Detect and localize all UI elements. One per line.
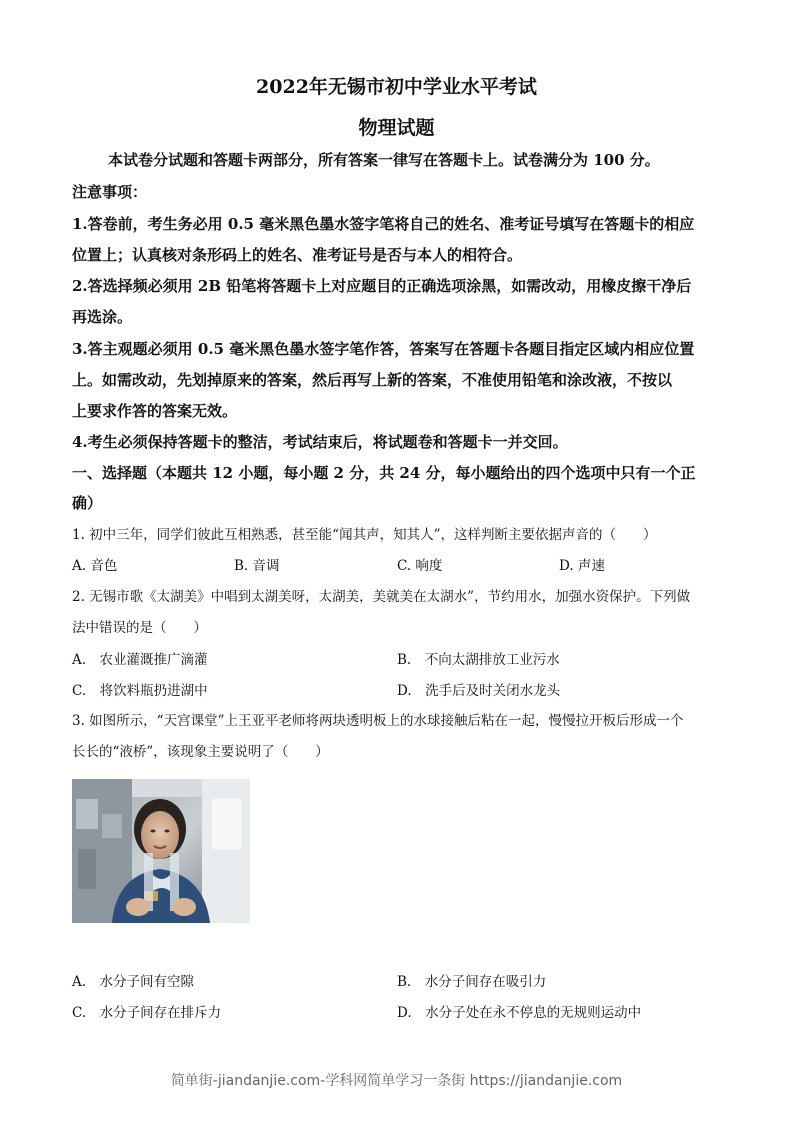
notice-line: 2.答选择频必须用 2B 铅笔将答题卡上对应题目的正确选项涂黑，如需改动，用橡皮擦干净后 <box>72 277 692 295</box>
question-1-text: 1. 初中三年，同学们彼此互相熟悉，甚至能“闻其声，知其人”，这样判断主要依据声音的（ ） <box>72 527 657 543</box>
notice-heading: 注意事项： <box>72 183 148 201</box>
notice-line: 4.考生必须保持答题卡的整洁，考试结束后，将试题卷和答题卡一并交回。 <box>72 433 568 451</box>
q2-option-a: A. 农业灌溉推广滴灌 <box>72 652 208 668</box>
notice-line: 3.答主观题必须用 0.5 毫米黑色墨水签字笔作答，答案写在答题卡各题目指定区域内相应位置 <box>72 340 695 358</box>
question-3-photo <box>72 779 250 923</box>
question-2-text: 2. 无锡市歌《太湖美》中唱到太湖美呀，太湖美，美就美在太湖水”，节约用水，加强水资保护。下列做 <box>72 589 691 605</box>
question-2-text-cont: 法中错误的是（ ） <box>72 620 207 636</box>
notice-line: 位置上；认真核对条形码上的姓名、准考证号是否与本人的相符合。 <box>72 246 523 264</box>
q2-option-d: D. 洗手后及时关闭水龙头 <box>397 683 561 699</box>
q2-option-b: B. 不向太湖排放工业污水 <box>397 652 560 668</box>
intro-text: 本试卷分试题和答题卡两部分，所有答案一律写在答题卡上。试卷满分为 100 分。 <box>108 151 660 169</box>
q3-option-a: A. 水分子间有空隙 <box>72 974 195 990</box>
q3-option-b: B. 水分子间存在吸引力 <box>397 974 547 990</box>
notice-line: 再选涂。 <box>72 308 133 326</box>
section-heading-cont: 确） <box>72 494 103 512</box>
notice-line: 上要求作答的答案无效。 <box>72 402 238 420</box>
section-heading: 一、选择题（本题共 12 小题，每小题 2 分，共 24 分，每小题给出的四个选项中只有一个正 <box>72 464 696 482</box>
notice-line: 1.答卷前，考生务必用 0.5 毫米黑色墨水签字笔将自己的姓名、准考证号填写在答题卡的相应 <box>72 215 695 233</box>
footer-watermark: 简单街-jiandanjie.com-学科网简单学习一条街 https://jiandanjie.com <box>170 1073 623 1089</box>
q1-option-b: B. 音调 <box>234 558 280 574</box>
q3-option-d: D. 水分子处在永不停息的无规则运动中 <box>397 1005 642 1021</box>
exam-subtitle: 物理试题 <box>358 117 435 139</box>
q1-option-a: A. 音色 <box>72 558 118 574</box>
question-3-text-cont: 长长的“液桥”，该现象主要说明了（ ） <box>72 744 329 760</box>
q3-option-c: C. 水分子间存在排斥力 <box>72 1005 222 1021</box>
notice-line: 上。如需改动，先划掉原来的答案，然后再写上新的答案，不准使用铅笔和涂改液，不按以 <box>72 371 673 389</box>
exam-title: 2022年无锡市初中学业水平考试 <box>256 76 537 98</box>
q2-option-c: C. 将饮料瓶扔进湖中 <box>72 683 208 699</box>
q1-option-c: C. 响度 <box>397 558 443 574</box>
space-station-photo <box>72 779 250 923</box>
question-3-text: 3. 如图所示，“天宫课堂”上王亚平老师将两块透明板上的水球接触后粘在一起，慢慢拉开板后形成一个 <box>72 713 684 729</box>
q1-option-d: D. 声速 <box>559 558 605 574</box>
